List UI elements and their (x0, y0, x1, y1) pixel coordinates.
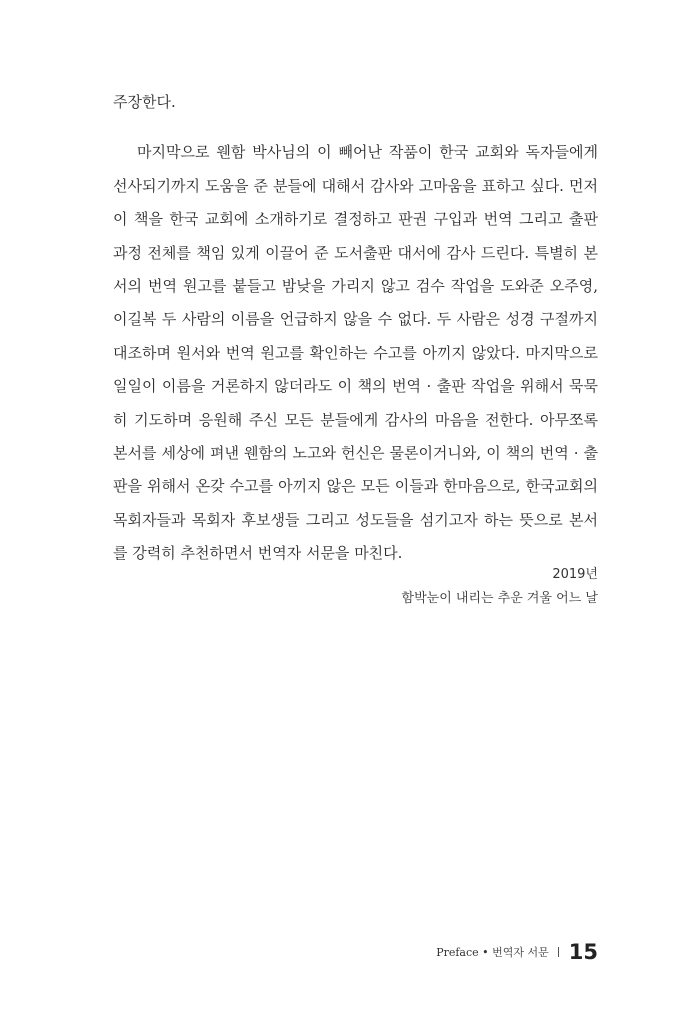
acknowledgement-paragraph (113, 136, 598, 570)
paragraph-line: 마지막으로 웬함 박사님의 이 빼어난 작품이 한국 교회와 독자들에게 (137, 143, 598, 162)
paragraph-line: 서의 번역 원고를 붙들고 밤낮을 가리지 않고 검수 작업을 도와준 오주영, (113, 276, 598, 295)
paragraph-line: 대조하며 원서와 번역 원고를 확인하는 수고를 아끼지 않았다. 마지막으로 (113, 343, 598, 362)
paragraph-line: 일일이 이름을 거론하지 않더라도 이 책의 번역 · 출판 작업을 위해서 묵묵 (113, 377, 598, 396)
paragraph-line: 선사되기까지 도움을 준 분들에 대해서 감사와 고마움을 표하고 싶다. 먼저 (113, 176, 598, 195)
paragraph-line: 이길복 두 사람의 이름을 언급하지 않을 수 없다. 두 사람은 성경 구절까지 (113, 310, 598, 329)
paragraph-line: 판을 위해서 온갖 수고를 아끼지 않은 모든 이들과 한마음으로, 한국교회의 (113, 477, 598, 496)
paragraph-line: 를 강력히 추천하면서 번역자 서문을 마친다. (113, 544, 403, 563)
paragraph-line: 히 기도하며 응원해 주신 모든 분들에게 감사의 마음을 전한다. 아무쪼록 (113, 410, 598, 429)
paragraph-line: 목회자들과 목회자 후보생들 그리고 성도들을 섬기고자 하는 뜻으로 본서 (113, 510, 598, 529)
paragraph-line: 이 책을 한국 교회에 소개하기로 결정하고 판권 구입과 번역 그리고 출판 (113, 210, 598, 229)
paragraph-line: 본서를 세상에 펴낸 웬함의 노고와 헌신은 물론이거니와, 이 책의 번역 · 출 (113, 443, 598, 462)
signature-place-date: 함박눈이 내리는 추운 겨울 어느 날 (401, 591, 598, 606)
page-body (113, 86, 598, 570)
signature-block (402, 563, 598, 611)
page-footer (436, 940, 598, 964)
signature-year: 2019년 (552, 567, 598, 582)
page-number: 15 (568, 940, 598, 964)
footer-divider (558, 947, 559, 957)
running-title: Preface • 번역자 서문 (436, 946, 549, 959)
continuation-line: 주장한다. (113, 93, 176, 111)
paragraph-line: 과정 전체를 책임 있게 이끌어 준 도서출판 대서에 감사 드린다. 특별히 본 (113, 243, 598, 262)
